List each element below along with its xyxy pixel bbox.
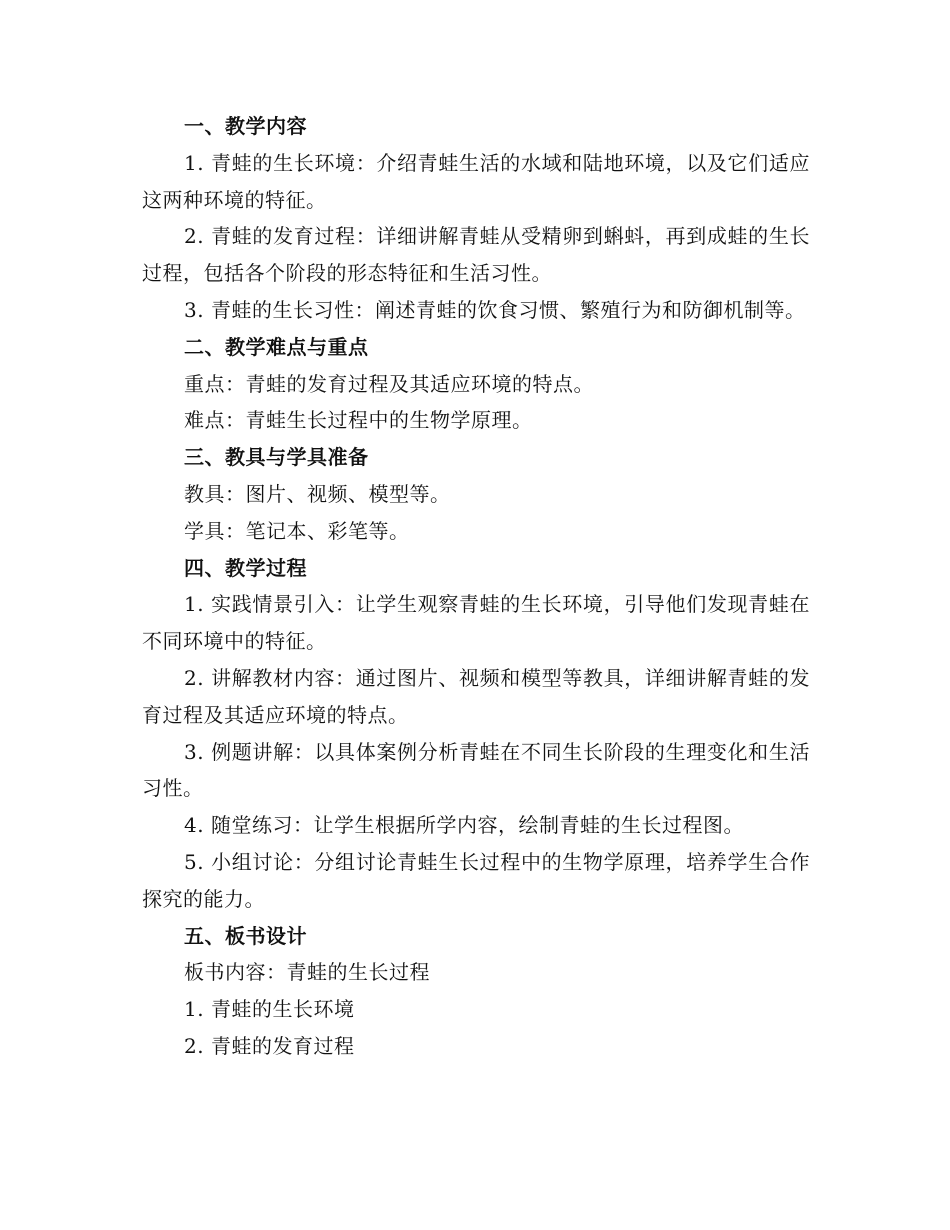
- difficulty-text: 难点：青蛙生长过程中的生物学原理。: [184, 408, 533, 433]
- content-item-development-process: 2. 青蛙的发育过程：详细讲解青蛙从受精卵到蝌蚪，再到成蛙的生长过程，包括各个阶段的形态特征和生活习性。: [142, 224, 810, 286]
- process-item-practice: 4. 随堂练习：让学生根据所学内容，绘制青蛙的生长过程图。: [184, 813, 744, 838]
- section-heading-teaching-content: 一、教学内容: [184, 114, 307, 138]
- process-item-example: 3. 例题讲解：以具体案例分析青蛙在不同生长阶段的生理变化和生活习性。: [142, 739, 810, 801]
- key-point-text: 重点：青蛙的发育过程及其适应环境的特点。: [184, 371, 594, 396]
- section-heading-teaching-aids: 三、教具与学具准备: [184, 445, 369, 470]
- process-item-explanation: 2. 讲解教材内容：通过图片、视频和模型等教具，详细讲解青蛙的发育过程及其适应环境的特点。: [142, 665, 810, 727]
- process-item-discussion: 5. 小组讨论：分组讨论青蛙生长过程中的生物学原理，培养学生合作探究的能力。: [142, 849, 810, 911]
- content-item-growth-environment: 1. 青蛙的生长环境：介绍青蛙生活的水域和陆地环境，以及它们适应这两种环境的特征。: [142, 150, 810, 212]
- blackboard-item-environment: 1. 青蛙的生长环境: [184, 997, 355, 1022]
- content-item-growth-habits: 3. 青蛙的生长习性：阐述青蛙的饮食习惯、繁殖行为和防御机制等。: [184, 297, 806, 322]
- document-page: [142, 108, 810, 1065]
- process-item-introduction: 1. 实践情景引入：让学生观察青蛙的生长环境，引导他们发现青蛙在不同环境中的特征。: [142, 592, 810, 654]
- section-heading-blackboard-design: 五、板书设计: [184, 923, 307, 948]
- blackboard-item-development: 2. 青蛙的发育过程: [184, 1033, 355, 1058]
- teaching-aids-text: 教具：图片、视频、模型等。: [184, 481, 451, 506]
- section-heading-difficulties-key-points: 二、教学难点与重点: [184, 334, 369, 359]
- learning-aids-text: 学具：笔记本、彩笔等。: [184, 518, 410, 543]
- section-heading-teaching-process: 四、教学过程: [184, 555, 307, 580]
- blackboard-content-title: 板书内容：青蛙的生长过程: [184, 960, 430, 985]
